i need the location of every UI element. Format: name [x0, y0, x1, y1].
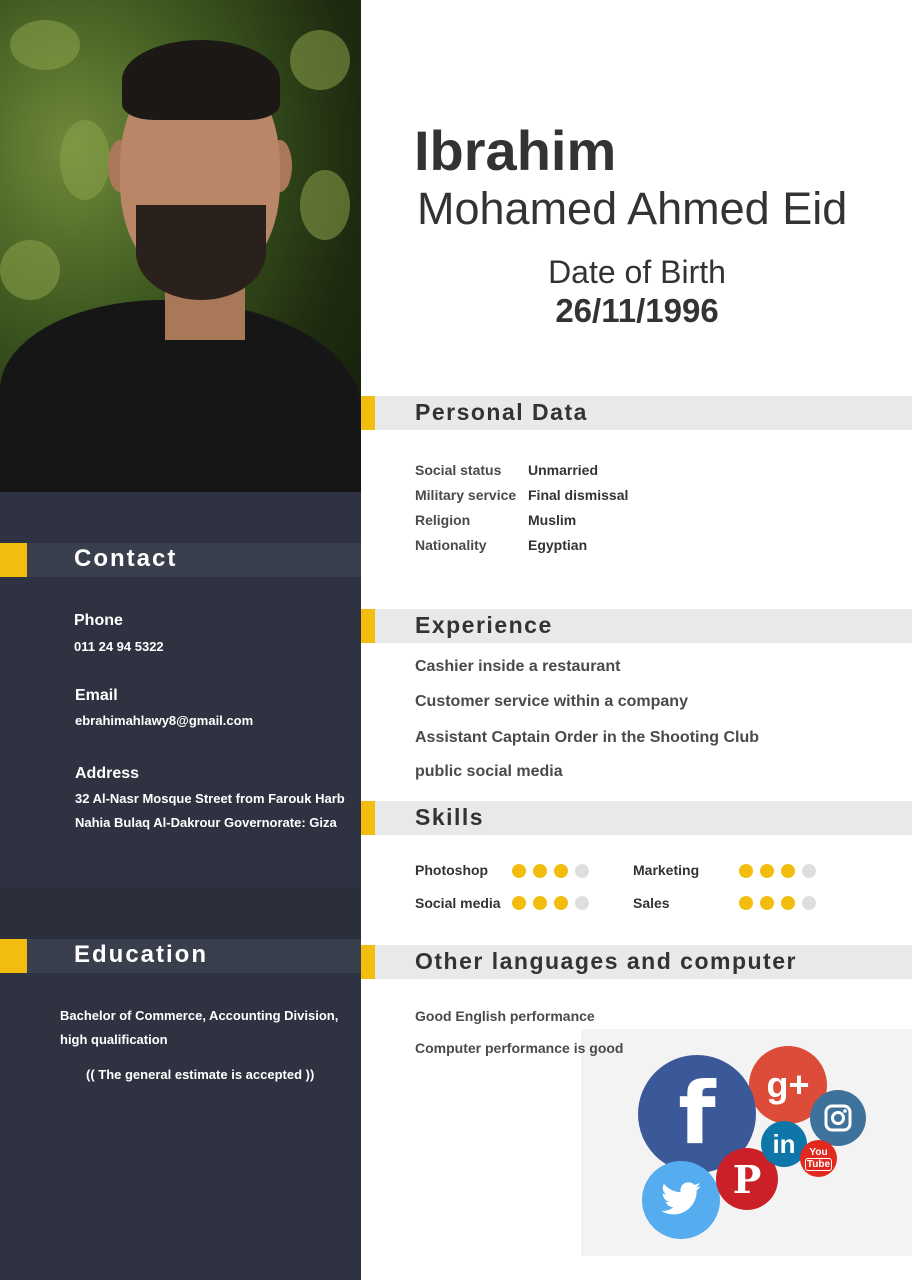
rating-dot-empty [575, 864, 589, 878]
phone-value: 011 24 94 5322 [74, 639, 164, 654]
rating-dot-empty [802, 896, 816, 910]
full-name-rest: Mohamed Ahmed Eid [417, 183, 848, 234]
personal-data-heading: Personal Data [415, 399, 588, 425]
education-heading: Education [74, 941, 209, 968]
rating-dot-filled [554, 864, 568, 878]
rating-dot-filled [760, 864, 774, 878]
photo-beard [136, 205, 266, 300]
rating-dot-filled [781, 896, 795, 910]
religion-value: Muslim [528, 512, 577, 528]
profile-photo [0, 0, 361, 492]
first-name: Ibrahim [414, 119, 617, 182]
instagram-glyph [823, 1103, 853, 1133]
contact-heading: Contact [74, 545, 178, 572]
rating-dot-filled [760, 896, 774, 910]
phone-label: Phone [74, 612, 123, 629]
rating-dot-filled [554, 896, 568, 910]
skill-sales-label: Sales [633, 895, 670, 911]
skills-heading-bar [361, 801, 912, 835]
rating-dot-filled [512, 864, 526, 878]
skill-photoshop-label: Photoshop [415, 862, 489, 878]
education-line-3: (( The general estimate is accepted )) [86, 1067, 315, 1082]
experience-item: Assistant Captain Order in the Shooting Club [415, 729, 760, 746]
pinterest-icon: P [716, 1148, 778, 1210]
photo-foliage [60, 120, 110, 200]
rating-dot-filled [533, 896, 547, 910]
photo-foliage [300, 170, 350, 240]
accent-marker [361, 396, 375, 430]
skill-rating [739, 896, 816, 910]
email-label: Email [75, 687, 118, 704]
education-line-2: high qualification [60, 1032, 168, 1047]
social-status-value: Unmarried [528, 462, 599, 478]
accent-marker [361, 945, 375, 979]
rating-dot-filled [512, 896, 526, 910]
religion-label: Religion [415, 512, 471, 528]
dob-label: Date of Birth [548, 254, 726, 290]
instagram-icon [810, 1090, 866, 1146]
photo-foliage [0, 240, 60, 300]
facebook-icon: f [638, 1055, 756, 1173]
accent-marker [0, 543, 27, 577]
twitter-icon [642, 1161, 720, 1239]
googleplus-icon: g+ [749, 1046, 827, 1124]
social-status-label: Social status [415, 462, 502, 478]
military-service-label: Military service [415, 487, 517, 503]
nationality-label: Nationality [415, 537, 487, 553]
skill-social-media-label: Social media [415, 895, 501, 911]
dob-value: 26/11/1996 [555, 292, 719, 329]
photo-foliage [10, 20, 80, 70]
photo-hair [122, 40, 280, 120]
languages-heading: Other languages and computer [415, 948, 797, 974]
skill-marketing-label: Marketing [633, 862, 700, 878]
linkedin-icon: in [761, 1121, 807, 1167]
language-item: Computer performance is good [415, 1040, 624, 1056]
education-heading-bar [0, 939, 361, 973]
skill-rating [739, 864, 816, 878]
accent-marker [361, 801, 375, 835]
nationality-value: Egyptian [528, 537, 588, 553]
skills-heading: Skills [415, 804, 485, 830]
twitter-bird-glyph [659, 1182, 703, 1218]
youtube-glyph-tube: Tube [806, 1158, 831, 1170]
experience-item: public social media [415, 763, 563, 780]
language-item: Good English performance [415, 1008, 595, 1024]
military-service-value: Final dismissal [528, 487, 629, 503]
rating-dot-filled [739, 896, 753, 910]
photo-foliage [290, 30, 350, 90]
personal-data-heading-bar [361, 396, 912, 430]
rating-dot-empty [802, 864, 816, 878]
rating-dot-filled [739, 864, 753, 878]
accent-marker [0, 939, 27, 973]
experience-item: Customer service within a company [415, 693, 688, 710]
email-value: ebrahimahlawy8@gmail.com [75, 713, 254, 728]
address-label: Address [75, 765, 140, 782]
experience-heading: Experience [415, 612, 553, 638]
accent-marker [361, 609, 375, 643]
rating-dot-filled [781, 864, 795, 878]
education-line-1: Bachelor of Commerce, Accounting Division, [60, 1008, 339, 1023]
skill-rating [512, 864, 589, 878]
experience-heading-bar [361, 609, 912, 643]
rating-dot-filled [533, 864, 547, 878]
experience-item: Cashier inside a restaurant [415, 658, 621, 675]
sidebar-divider-band [0, 887, 361, 939]
address-line-1: 32 Al-Nasr Mosque Street from Farouk Harb [75, 791, 345, 806]
languages-heading-bar [361, 945, 912, 979]
youtube-glyph-you: You [809, 1146, 828, 1158]
address-line-2: Nahia Bulaq Al-Dakrour Governorate: Giza [75, 815, 337, 830]
youtube-icon [800, 1140, 837, 1177]
rating-dot-empty [575, 896, 589, 910]
contact-heading-bar [0, 543, 361, 577]
skill-rating [512, 896, 589, 910]
